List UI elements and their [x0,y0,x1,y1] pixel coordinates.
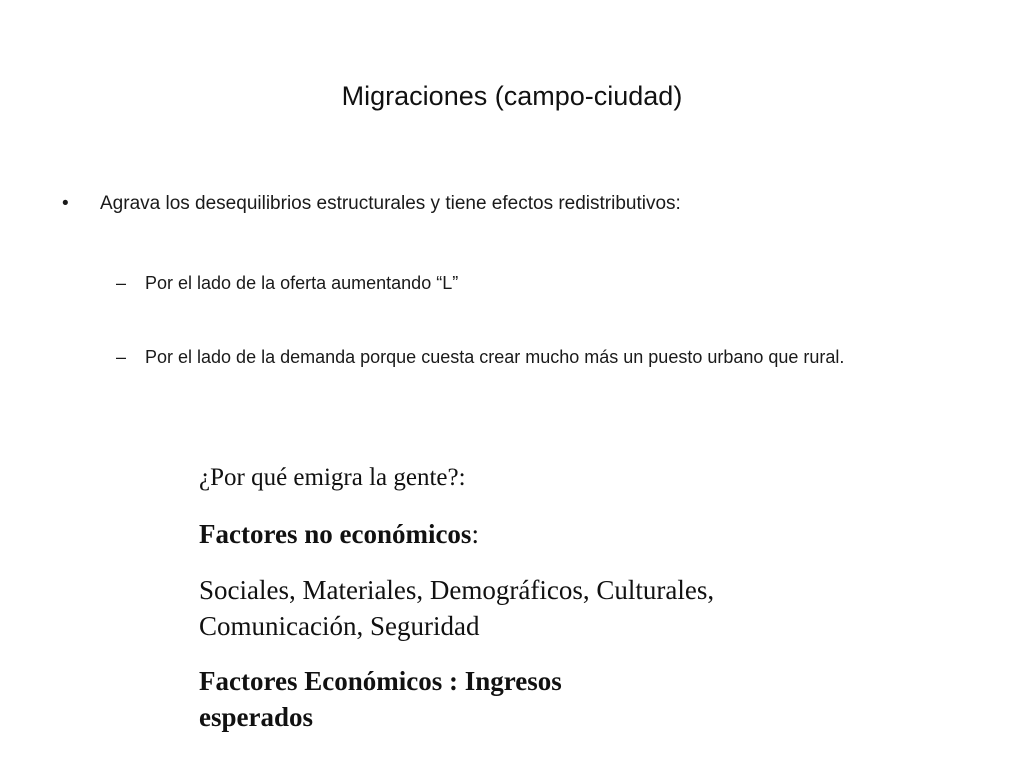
slide-title: Migraciones (campo-ciudad) [341,81,683,111]
migration-factors-box [199,462,759,735]
sub-bullet-text: Por el lado de la demanda porque cuesta crear mucho más un puesto urbano que rural. [145,347,845,367]
bullet-text: Agrava los desequilibrios estructurales y tiene efectos redistributivos: [100,193,681,214]
economic-factors-text: Factores Económicos : Ingresos esperados [199,666,562,732]
non-economic-colon: : [471,519,479,549]
non-economic-heading-text: Factores no económicos [199,519,472,549]
non-economic-heading [199,517,759,551]
non-economic-factors-list: Sociales, Materiales, Demográficos, Culturales, Comunicación, Seguridad [199,575,715,641]
sub-bullet-text: Por el lado de la oferta aumentando “L” [145,273,459,293]
question-text: ¿Por qué emigra la gente?: [199,464,466,491]
dash-marker: – [116,273,127,293]
dash-marker: – [116,347,127,367]
bullet-marker: • [62,193,69,214]
